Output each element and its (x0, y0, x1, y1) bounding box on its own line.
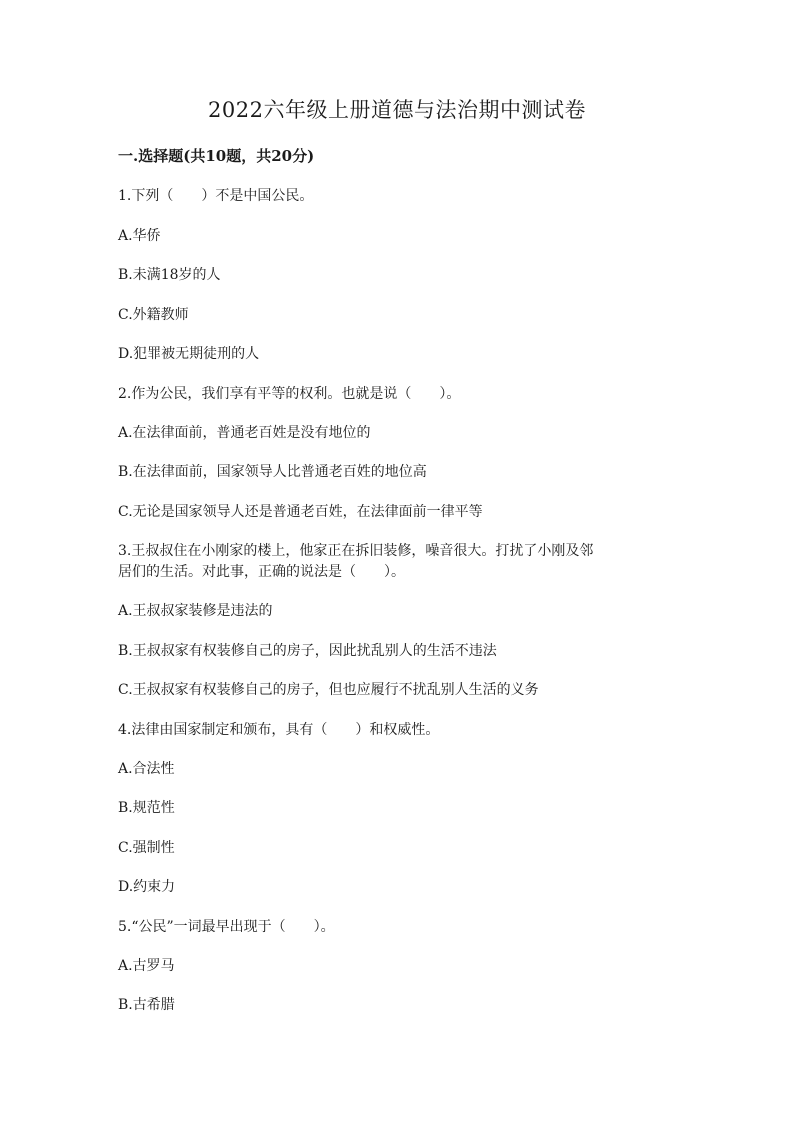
question-5-stem: 5.“公民”一词最早出现于（ ）。 (118, 919, 335, 935)
question-5-option-a: A.古罗马 (118, 958, 175, 974)
question-2-stem: 2.作为公民，我们享有平等的权利。也就是说（ ）。 (118, 386, 461, 402)
question-4-option-b: B.规范性 (118, 800, 175, 816)
document-title: 2022六年级上册道德与法治期中测试卷 (208, 98, 586, 122)
question-4-option-a: A.合法性 (118, 761, 175, 777)
question-1-option-d: D.犯罪被无期徒刑的人 (118, 346, 260, 362)
question-1-stem: 1.下列（ ）不是中国公民。 (118, 188, 314, 204)
question-2-option-a: A.在法律面前，普通老百姓是没有地位的 (118, 425, 371, 441)
question-3-option-c: C.王叔叔家有权装修自己的房子，但也应履行不扰乱别人生活的义务 (118, 682, 539, 698)
question-5-option-b: B.古希腊 (118, 997, 175, 1013)
section-heading: 一.选择题(共10题，共20分) (118, 147, 315, 165)
question-3-stem-line-1: 3.王叔叔住在小刚家的楼上，他家正在拆旧装修，噪音很大。打扰了小刚及邻 (118, 543, 594, 559)
question-4-stem: 4.法律由国家制定和颁布，具有（ ）和权威性。 (118, 722, 440, 738)
question-1-option-b: B.未满18岁的人 (118, 267, 221, 283)
question-2-option-b: B.在法律面前，国家领导人比普通老百姓的地位高 (118, 464, 427, 480)
question-3-stem-line-2: 居们的生活。对此事，正确的说法是（ ）。 (118, 564, 405, 580)
question-4-option-c: C.强制性 (118, 840, 175, 856)
question-1-option-c: C.外籍教师 (118, 307, 189, 323)
question-3-option-a: A.王叔叔家装修是违法的 (118, 603, 273, 619)
question-1-option-a: A.华侨 (118, 228, 161, 244)
question-4-option-d: D.约束力 (118, 879, 176, 895)
question-3-option-b: B.王叔叔家有权装修自己的房子，因此扰乱别人的生活不违法 (118, 643, 497, 659)
question-2-option-c: C.无论是国家领导人还是普通老百姓，在法律面前一律平等 (118, 504, 483, 520)
